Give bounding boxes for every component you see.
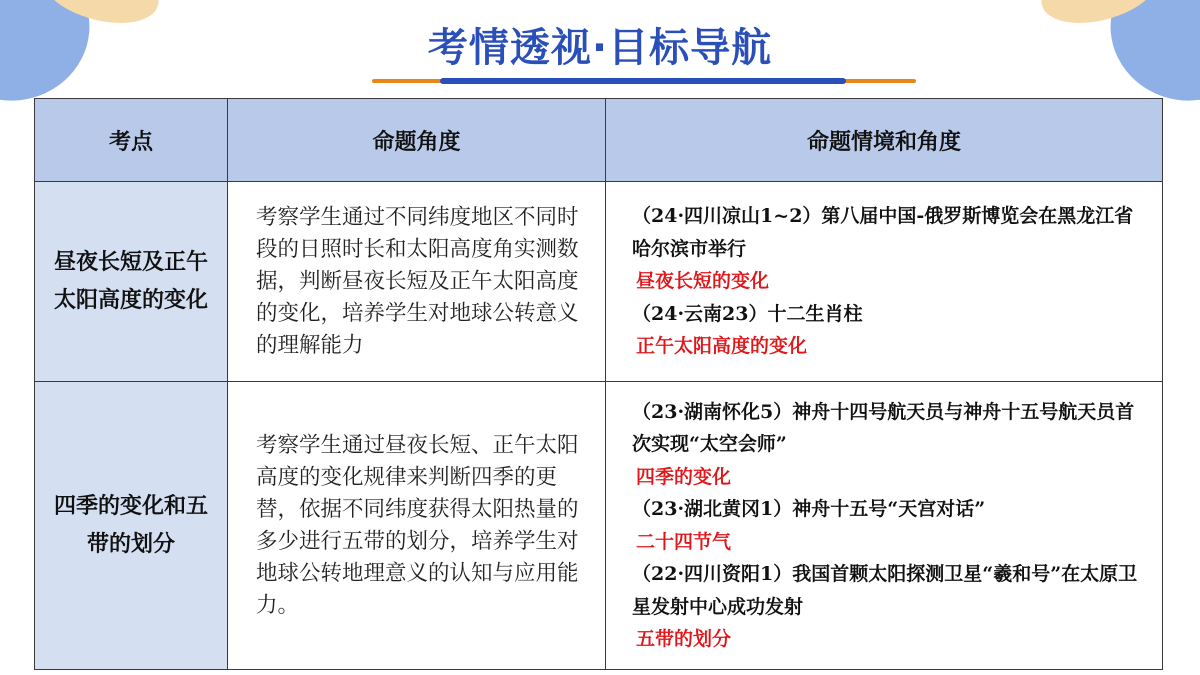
context-tag: 五带的划分 [636, 628, 732, 650]
exam-analysis-table [34, 98, 1163, 670]
context-tag: 二十四节气 [636, 530, 732, 553]
table-row [35, 182, 1163, 382]
row-angle: 考察学生通过昼夜长短、正午太阳高度的变化规律来判断四季的更替，依据不同纬度获得太阳热量的多少进行五带的划分，培养学生对地球公转地理意义的认知与应用能力。 [228, 382, 606, 670]
context-text: （23·湖北黄冈1）神舟十五号“天宫对话” [632, 498, 986, 520]
row-angle: 考察学生通过不同纬度地区不同时段的日照时长和太阳高度角实测数据，判断昼夜长短及正午太阳高度的变化，培养学生对地球公转意义的理解能力 [228, 182, 606, 382]
row-contexts [606, 382, 1163, 670]
page-title: 考情透视·目标导航 [427, 25, 773, 71]
title-underline [372, 79, 916, 83]
header-context: 命题情境和角度 [606, 99, 1163, 182]
context-text: （23·湖南怀化5）神舟十四号航天员与神舟十五号航天员首次实现“太空会师” [632, 400, 1135, 455]
row-contexts [606, 182, 1163, 382]
context-text: （22·四川资阳1）我国首颗太阳探测卫星“羲和号”在太原卫星发射中心成功发射 [632, 563, 1138, 618]
header-angle: 命题角度 [228, 99, 606, 182]
header-point: 考点 [35, 99, 228, 182]
context-tag: 正午太阳高度的变化 [636, 335, 808, 358]
context-tag: 昼夜长短的变化 [636, 270, 770, 293]
context-text: （24·四川凉山1~2）第八届中国-俄罗斯博览会在黑龙江省哈尔滨市举行 [632, 205, 1134, 260]
context-text: （24·云南23）十二生肖柱 [632, 302, 863, 325]
row-point: 昼夜长短及正午太阳高度的变化 [35, 182, 228, 382]
table-header-row [35, 99, 1163, 182]
row-point: 四季的变化和五带的划分 [35, 382, 228, 670]
context-tag: 四季的变化 [636, 465, 732, 488]
table-row [35, 382, 1163, 670]
